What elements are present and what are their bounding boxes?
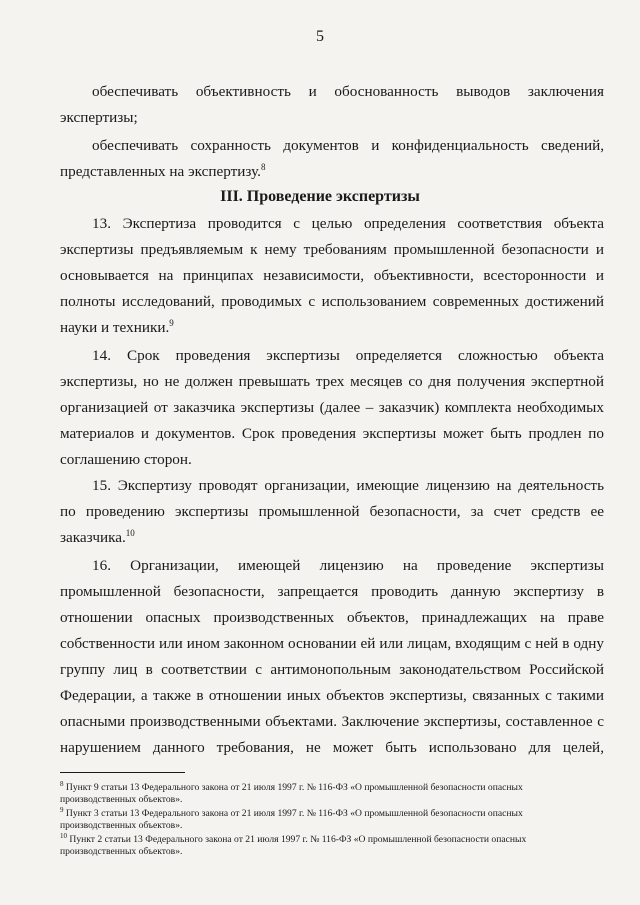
paragraph-line: отношении опасных производственных объектов, принадлежащих на праве	[60, 609, 604, 626]
footnote-number: 10	[60, 831, 67, 840]
paragraph-line: представленных на экспертизу.$^8$	[60, 161, 266, 180]
footnote-number: 9	[60, 805, 64, 814]
paragraph-line: науки и техники.$^9$	[60, 317, 174, 336]
footnote: $^9$ Пункт 3 статьи 13 Федерального закона от 21 июля 1997 г. № 116-ФЗ «О промышленной безопасности опасных	[60, 805, 523, 819]
footnote-continuation: производственных объектов».	[60, 846, 183, 857]
footnote-ref: 9	[169, 317, 174, 328]
footnote-divider	[60, 772, 185, 773]
paragraph-line: материалов и документов. Срок проведения экспертизы может быть продлен по	[60, 425, 604, 442]
paragraph-line: собственности или ином законном основании ей или лицам, входящим с ней в одну	[60, 635, 604, 652]
footnote-continuation: производственных объектов».	[60, 794, 183, 805]
paragraph-line: экспертизы, но не должен превышать трех месяцев со дня получения экспертной	[60, 373, 604, 390]
paragraph-line: по проведению экспертизы промышленной безопасности, за счет средств ее	[60, 503, 604, 520]
paragraph-line: Федерации, а также в отношении иных объектов экспертизы, связанных с такими	[60, 687, 604, 704]
paragraph-line: опасными производственными объектами. Заключение экспертизы, составленное с	[60, 713, 604, 730]
paragraph-line: заказчика.$^{10}$	[60, 527, 135, 546]
footnote: $^8$ Пункт 9 статьи 13 Федерального закона от 21 июля 1997 г. № 116-ФЗ «О промышленной безопасности опасных	[60, 779, 523, 793]
footnote-ref: 8	[260, 161, 266, 172]
paragraph-line: 15. Экспертизу проводят организации, имеющие лицензию на деятельность	[92, 477, 604, 494]
paragraph-line: полноты исследований, проводимых с использованием современных достижений	[60, 293, 604, 310]
section-heading: III. Проведение экспертизы	[220, 188, 420, 205]
paragraph-line: обеспечивать объективность и обоснованность выводов заключения	[92, 83, 604, 100]
paragraph-line: основывается на принципах независимости, объективности, всесторонности и	[60, 267, 604, 284]
paragraph-line: экспертизы;	[60, 109, 138, 126]
paragraph-line: 14. Срок проведения экспертизы определяется сложностью объекта	[92, 347, 604, 364]
paragraph-line: 13. Экспертиза проводится с целью определения соответствия объекта	[92, 215, 604, 232]
footnote: $^{10}$ Пункт 2 статьи 13 Федерального закона от 21 июля 1997 г. № 116-ФЗ «О промышленной безопасности опасных	[60, 831, 527, 845]
paragraph-line: экспертизы предъявляемым к нему требованиям промышленной безопасности и	[60, 241, 604, 258]
paragraph-line: организацией от заказчика экспертизы (далее – заказчик) комплекта необходимых	[60, 399, 604, 416]
footnote-continuation: производственных объектов».	[60, 820, 183, 831]
footnote-number: 8	[60, 779, 64, 788]
paragraph-line: группу лиц в соответствии с антимонопольным законодательством Российской	[60, 661, 604, 678]
page-number: 5	[316, 28, 324, 45]
paragraph-line: обеспечивать сохранность документов и конфиденциальность сведений,	[92, 137, 604, 154]
paragraph-line: промышленной безопасности, запрещается проводить данную экспертизу в	[60, 583, 604, 600]
paragraph-line: 16. Организации, имеющей лицензию на проведение экспертизы	[92, 557, 604, 574]
footnote-ref: 10	[125, 527, 135, 538]
paragraph-line: нарушением данного требования, не может быть использовано для целей,	[60, 739, 604, 756]
paragraph-line: соглашению сторон.	[60, 451, 192, 468]
